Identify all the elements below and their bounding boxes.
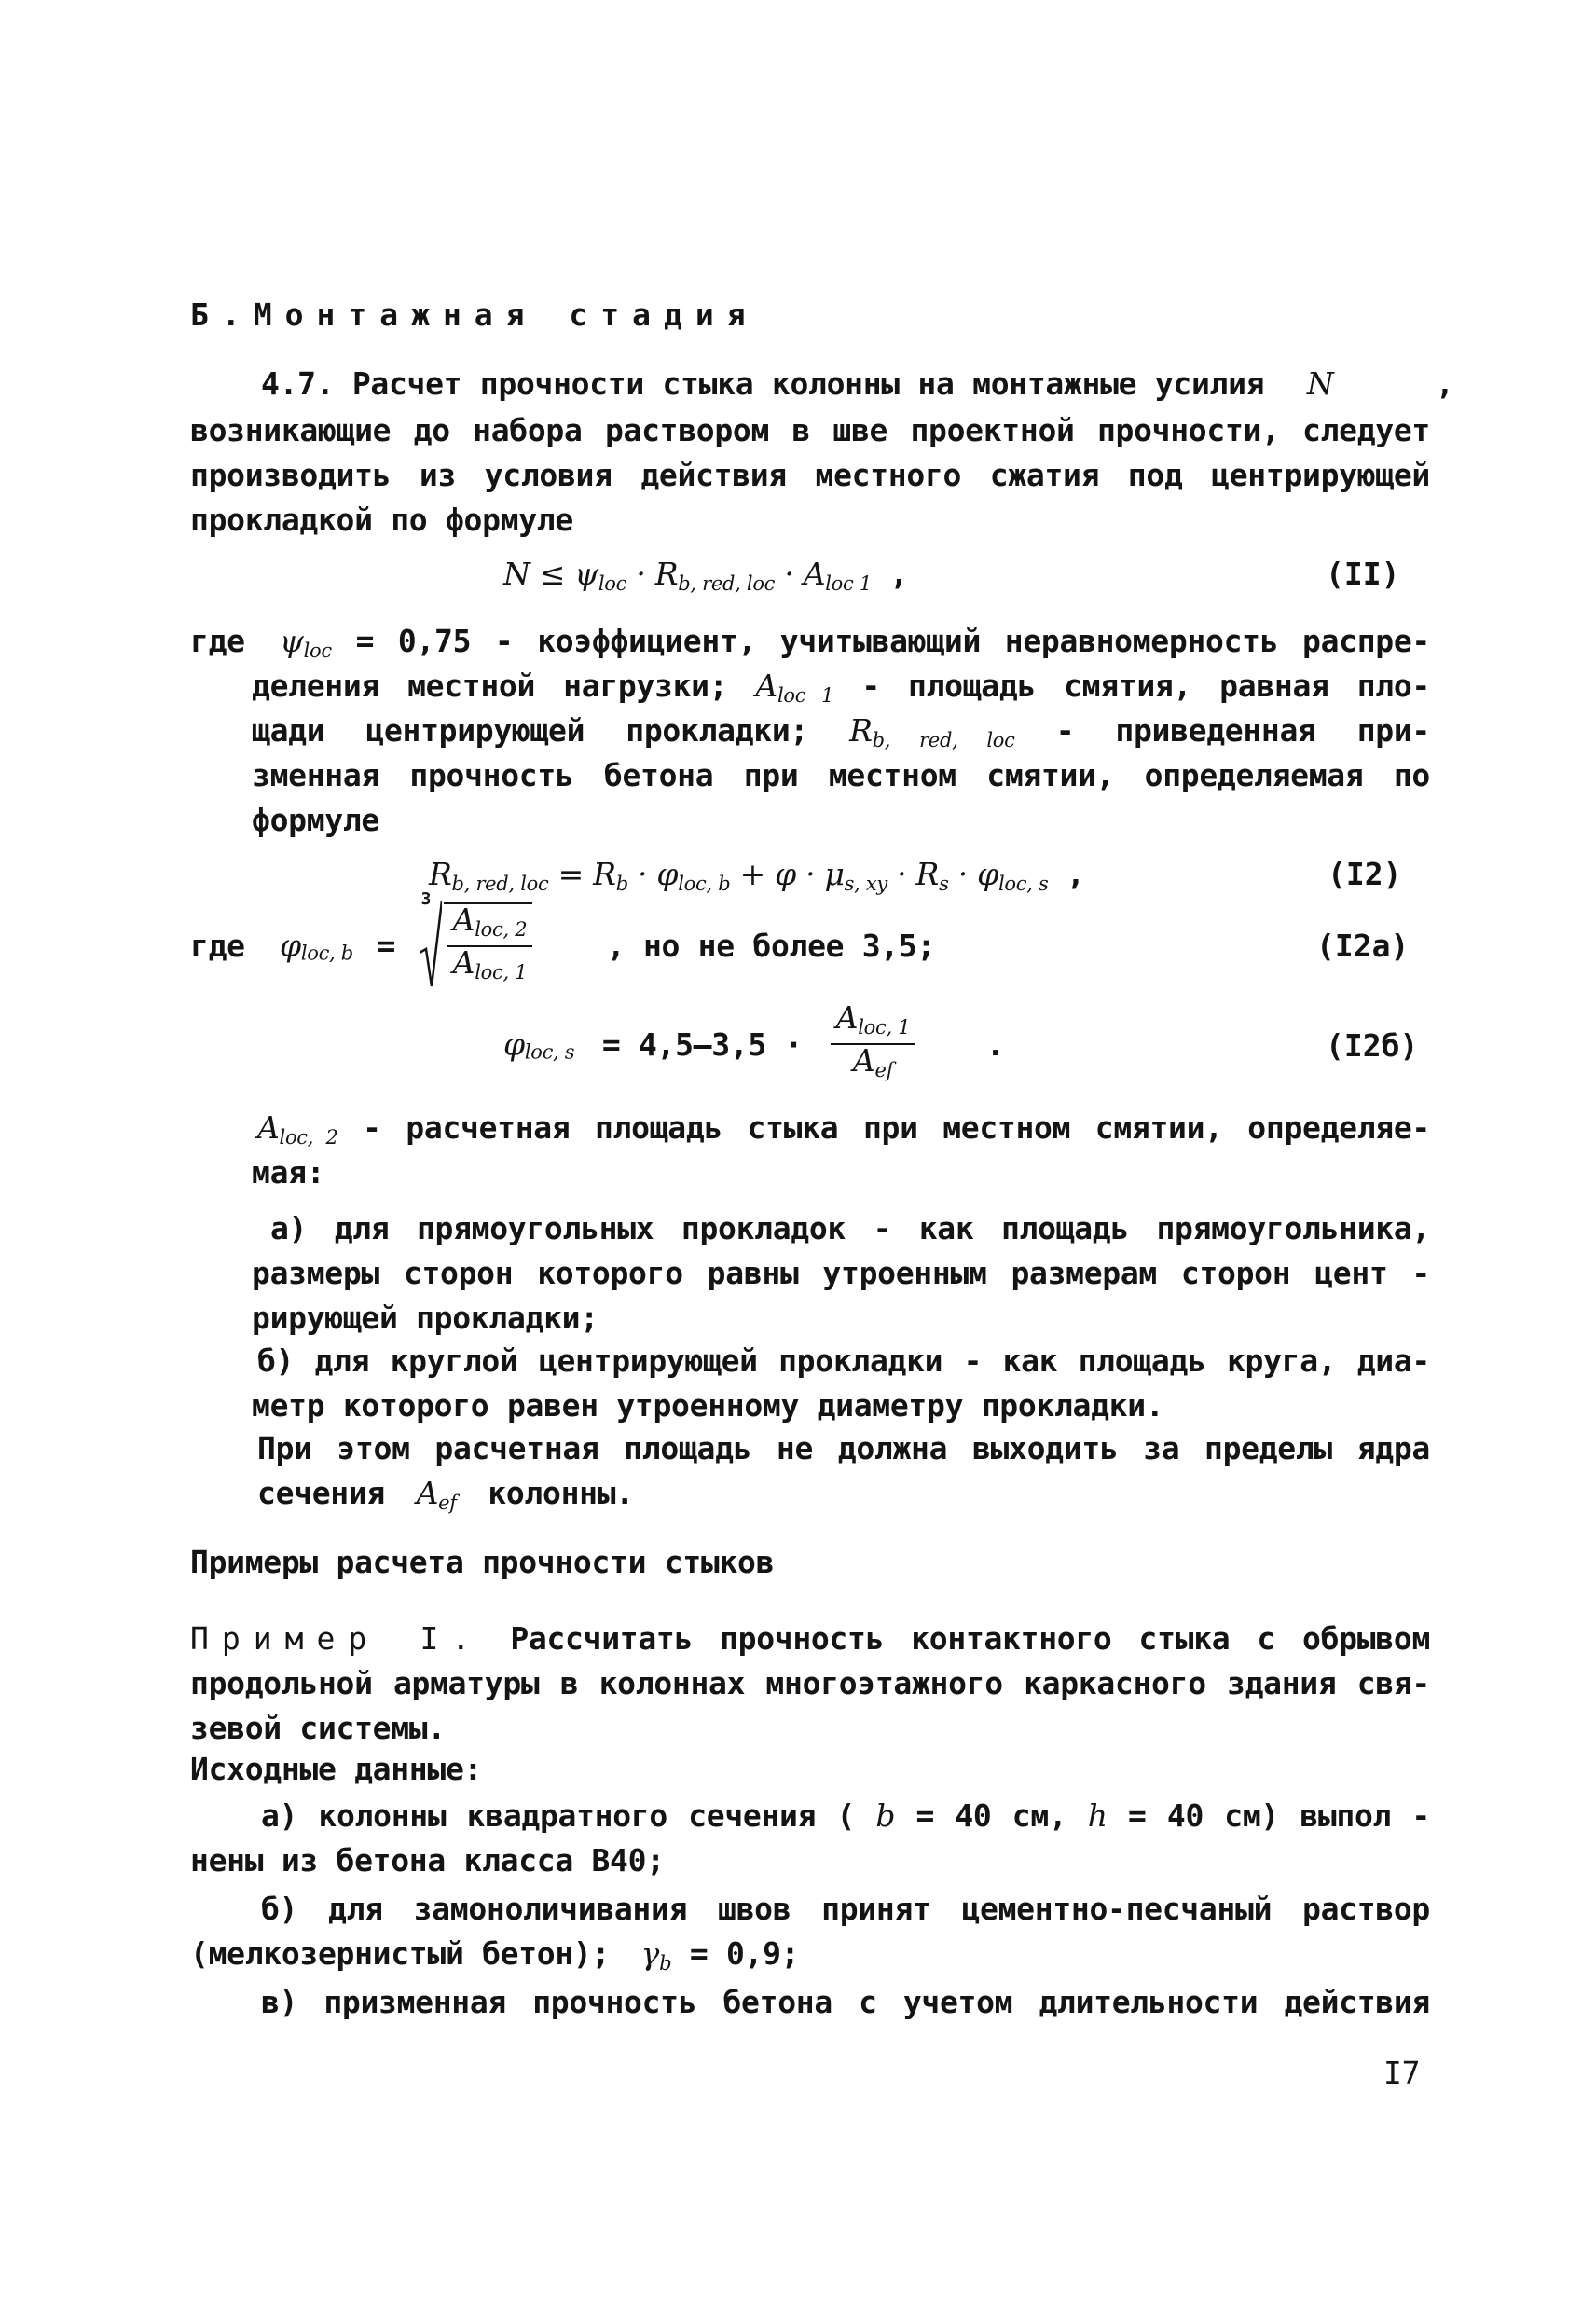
eq12b-lhs-sub: loc, s <box>524 1040 575 1064</box>
root-degree: 3 <box>420 889 432 909</box>
note-line2-b: колонны. <box>488 1475 634 1511</box>
example1-line3: зевой системы. <box>190 1710 446 1746</box>
eq12-sub-a: b, red, loc <box>451 873 549 895</box>
eq12-b: = R <box>548 856 616 892</box>
equation-12b <box>503 999 1005 1086</box>
where1-gde: где <box>190 623 245 659</box>
where1-line3-a: щади центрирующей прокладки; <box>252 712 808 749</box>
aloc2-line1-text: - расчетная площадь стыка при местном смятии, определяе- <box>363 1109 1430 1146</box>
eq12-sub-c: loc, b <box>678 873 731 895</box>
section-heading: Б.Монтажная стадия <box>190 296 759 333</box>
example1-a-h: h <box>1087 1797 1108 1834</box>
example1-item-b-line1: б) для замоноличивания швов принят цементно-песчаный раствор <box>261 1891 1430 1927</box>
where1-line3-b: - приведенная при- <box>1055 712 1430 749</box>
where1-line1-rest: = 0,75 - коэффициент, учитывающий неравномерность распре- <box>355 623 1430 659</box>
list-a-line3: рирующей прокладки; <box>252 1300 598 1336</box>
list-b-line2: метр которого равен утроенному диаметру прокладки. <box>252 1387 1164 1424</box>
example1-b-text: (мелкозернистый бетон); <box>190 1935 611 1972</box>
example1-a-text: а) колонны квадратного сечения ( <box>261 1797 856 1834</box>
eq11-r-sub: b, red, loc <box>678 572 776 595</box>
example1-input-heading: Исходные данные: <box>190 1751 483 1787</box>
example1-a-mid1: = 40 см, <box>915 1797 1067 1834</box>
note-line2 <box>257 1475 634 1521</box>
equation-12a <box>280 889 936 988</box>
where1-line3 <box>252 712 1430 759</box>
eq12a-lhs-sub: loc, b <box>300 942 353 965</box>
eq12b-tail: . <box>985 1025 1005 1063</box>
p47-line4: прокладкой по формуле <box>190 502 573 538</box>
eq12-sub-f: loc, s <box>998 873 1049 895</box>
where1-line2 <box>252 667 1430 714</box>
example1-item-c-line1: в) призменная прочность бетона с учетом длительности действия <box>261 1984 1430 2020</box>
where1-line1 <box>280 623 1430 669</box>
root-body <box>444 902 533 988</box>
eq11-dot1: · R <box>626 556 679 592</box>
equation-11 <box>503 556 908 602</box>
eq12b-mid: = 4,5–3,5 · <box>601 1025 804 1063</box>
example1-b-gamma: γ <box>640 1935 660 1972</box>
frac-12b-den-sub: ef <box>874 1059 894 1081</box>
note-line1: При этом расчетная площадь не должна выходить за пределы ядра <box>257 1430 1430 1466</box>
frac-12a-den-var: A <box>452 944 475 981</box>
where1-line2-var: A <box>755 667 777 704</box>
frac-12a-den-sub: loc, 1 <box>475 961 528 984</box>
example1-line1-rest: Рассчитать прочность контактного стыка с обрывом <box>510 1620 1431 1657</box>
eq11-end: , <box>871 556 909 592</box>
note-line2-var: A <box>416 1475 439 1511</box>
list-a-line2: размеры сторон которого равны утроенным размерам сторон цент - <box>252 1255 1430 1291</box>
examples-heading: Примеры расчета прочности стыков <box>190 1544 775 1580</box>
frac-12b-num-sub: loc, 1 <box>858 1016 911 1039</box>
eq12a-tail: , но не более 3,5; <box>606 927 936 964</box>
where1-line2-a: деления местной нагрузки; <box>252 667 728 704</box>
aloc2-line1 <box>257 1109 1430 1156</box>
example1-line1 <box>190 1620 1430 1658</box>
example1-item-a-line2: нены из бетона класса В40; <box>190 1842 665 1878</box>
equation-12 <box>429 856 1085 902</box>
cube-root <box>420 889 533 988</box>
eq11-lhs: N ≤ ψ <box>503 556 598 592</box>
where1-line4: зменная прочность бетона при местном смятии, определяемая по <box>252 757 1430 793</box>
eq12-c: · φ <box>627 856 679 892</box>
comma: , <box>1435 365 1454 402</box>
equation-number-12b: (I2б) <box>1326 1027 1419 1064</box>
radical-sign-icon <box>420 899 442 988</box>
example1-item-a-line1 <box>261 1797 1430 1835</box>
frac-12b-den <box>831 1042 916 1086</box>
page-number: I7 <box>1383 2055 1421 2091</box>
equation-number-12a: (I2a) <box>1316 928 1410 964</box>
frac-12a-den <box>447 944 533 988</box>
eq12-e: · R <box>887 856 940 892</box>
eq12a-lhs: φ <box>280 927 301 964</box>
example1-item-b-line2 <box>190 1935 799 1982</box>
eq12-g: , <box>1048 856 1085 892</box>
where1-line5: формуле <box>252 802 379 838</box>
example1-a-mid2: = 40 см) выпол - <box>1128 1797 1430 1834</box>
list-a-line1: а) для прямоугольных прокладок - как площадь прямоугольника, <box>270 1210 1430 1246</box>
eq11-psi-sub: loc <box>598 572 627 595</box>
fraction-12b <box>831 999 916 1086</box>
frac-12a-num-sub: loc, 2 <box>475 918 528 941</box>
p47-line2: возникающие до набора раствором в шве проектной прочности, следует <box>190 412 1430 448</box>
eq12-sub-d: s, xy <box>844 873 887 895</box>
where1-line2-b: - площадь смятия, равная пло- <box>861 667 1430 704</box>
list-b-line1: б) для круглой центрирующей прокладки - как площадь круга, диа- <box>257 1342 1430 1379</box>
example1-a-b: b <box>875 1797 896 1834</box>
aloc2-var: A <box>257 1109 280 1146</box>
eq11-a-sub: loc 1 <box>825 572 872 595</box>
eq12-d: + φ · μ <box>730 856 845 892</box>
eq12-a: R <box>429 856 452 892</box>
equation-number-12: (I2) <box>1328 856 1402 892</box>
where1-psi: ψ <box>280 623 304 659</box>
eq11-dot2: · A <box>775 556 826 592</box>
eq12a-gde: где <box>190 928 245 964</box>
where1-line2-sub: loc 1 <box>777 684 834 707</box>
example1-b-value: = 0,9; <box>689 1935 800 1972</box>
note-line2-sub: ef <box>438 1492 457 1514</box>
eq12-sub-b: b <box>615 873 628 895</box>
example1-b-gamma-sub: b <box>659 1952 672 1975</box>
eq12b-lhs: φ <box>503 1025 525 1063</box>
frac-12b-den-var: A <box>852 1042 875 1079</box>
where1-line3-var: R <box>849 712 873 749</box>
var-n: N <box>1306 365 1334 402</box>
eq12-f: · φ <box>948 856 998 892</box>
where1-psi-sub: loc <box>303 640 332 662</box>
p47-line1-text: 4.7. Расчет прочности стыка колонны на монтажные усилия <box>261 365 1265 402</box>
frac-12b-num <box>831 999 916 1045</box>
equation-number-11: (II) <box>1326 556 1400 592</box>
aloc2-sub: loc, 2 <box>279 1126 338 1149</box>
p47-line1 <box>261 365 1454 403</box>
example1-label: Пример I. <box>190 1620 484 1657</box>
aloc2-line2: мая: <box>252 1154 325 1190</box>
frac-12b-num-var: A <box>835 999 859 1036</box>
eq12-sub-e: s <box>939 873 949 895</box>
eq12a-eq: = <box>377 927 396 964</box>
where1-line3-sub: b, red, loc <box>872 729 1015 751</box>
note-line2-a: сечения <box>257 1475 385 1511</box>
example1-line2: продольной арматуры в колоннах многоэтажного каркасного здания свя- <box>190 1665 1430 1701</box>
fraction-12a <box>447 901 533 988</box>
frac-12a-num-var: A <box>452 901 475 938</box>
p47-line3: производить из условия действия местного сжатия под центрирующей <box>190 457 1430 493</box>
frac-12a-num <box>447 901 533 947</box>
